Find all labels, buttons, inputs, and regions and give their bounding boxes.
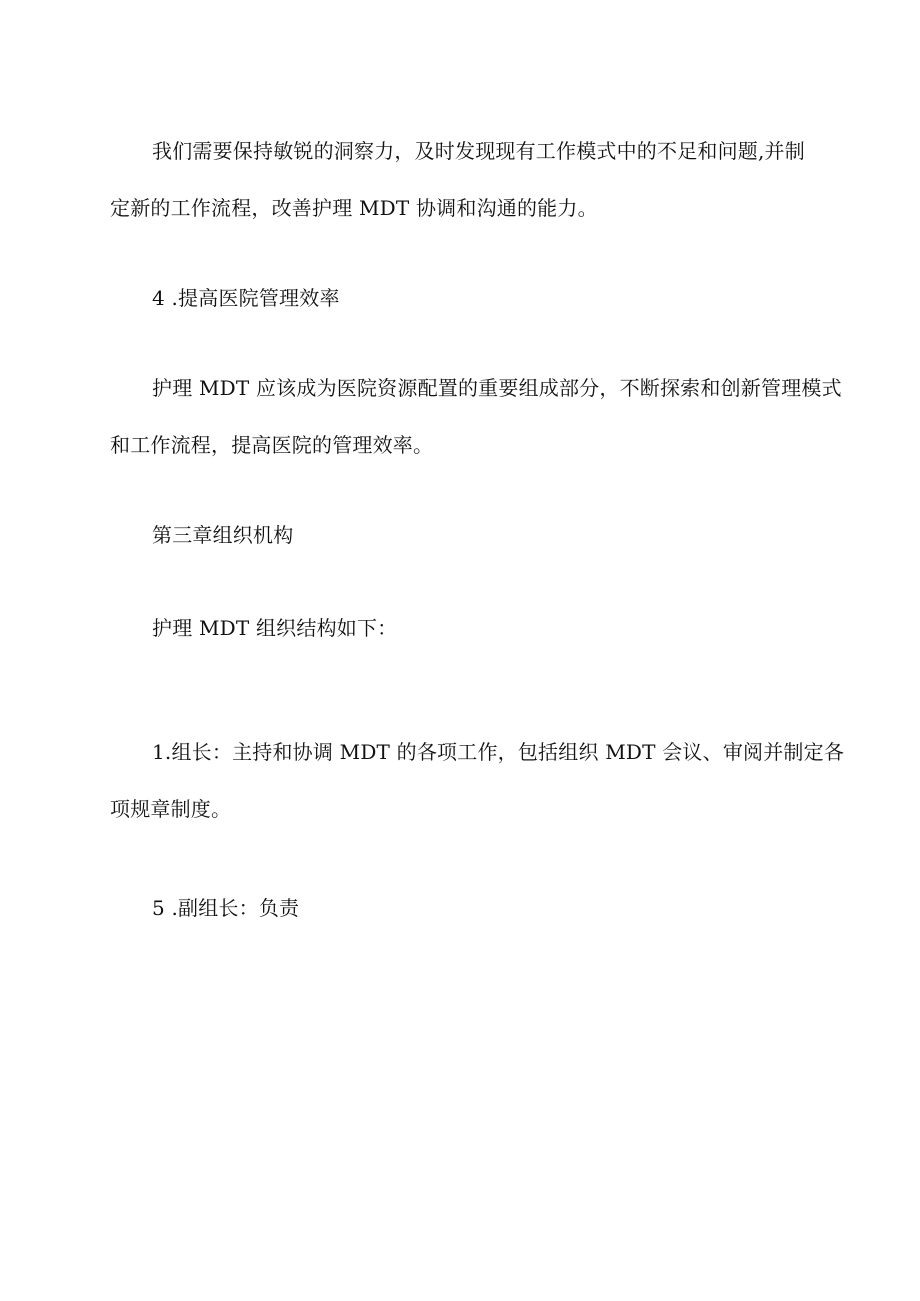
list-item-line: 项规章制度。 — [110, 797, 232, 821]
paragraph-line: 和工作流程，提高医院的管理效率。 — [110, 433, 434, 457]
paragraph-line: 定新的工作流程，改善护理 MDT 协调和沟通的能力。 — [110, 196, 598, 220]
paragraph-line: 我们需要保持敏锐的洞察力，及时发现现有工作模式中的不足和问题,并制 — [152, 139, 805, 163]
list-item: 5 .副组长：负责 — [152, 896, 300, 920]
chapter-title: 第三章组织机构 — [152, 523, 294, 547]
paragraph-line: 护理 MDT 应该成为医院资源配置的重要组成部分，不断探索和创新管理模式 — [152, 376, 842, 400]
section-heading: 4 .提高医院管理效率 — [152, 286, 340, 310]
list-item-line: 1.组长：主持和协调 MDT 的各项工作，包括组织 MDT 会议、审阅并制定各 — [152, 740, 845, 764]
structure-intro: 护理 MDT 组织结构如下： — [152, 616, 398, 640]
